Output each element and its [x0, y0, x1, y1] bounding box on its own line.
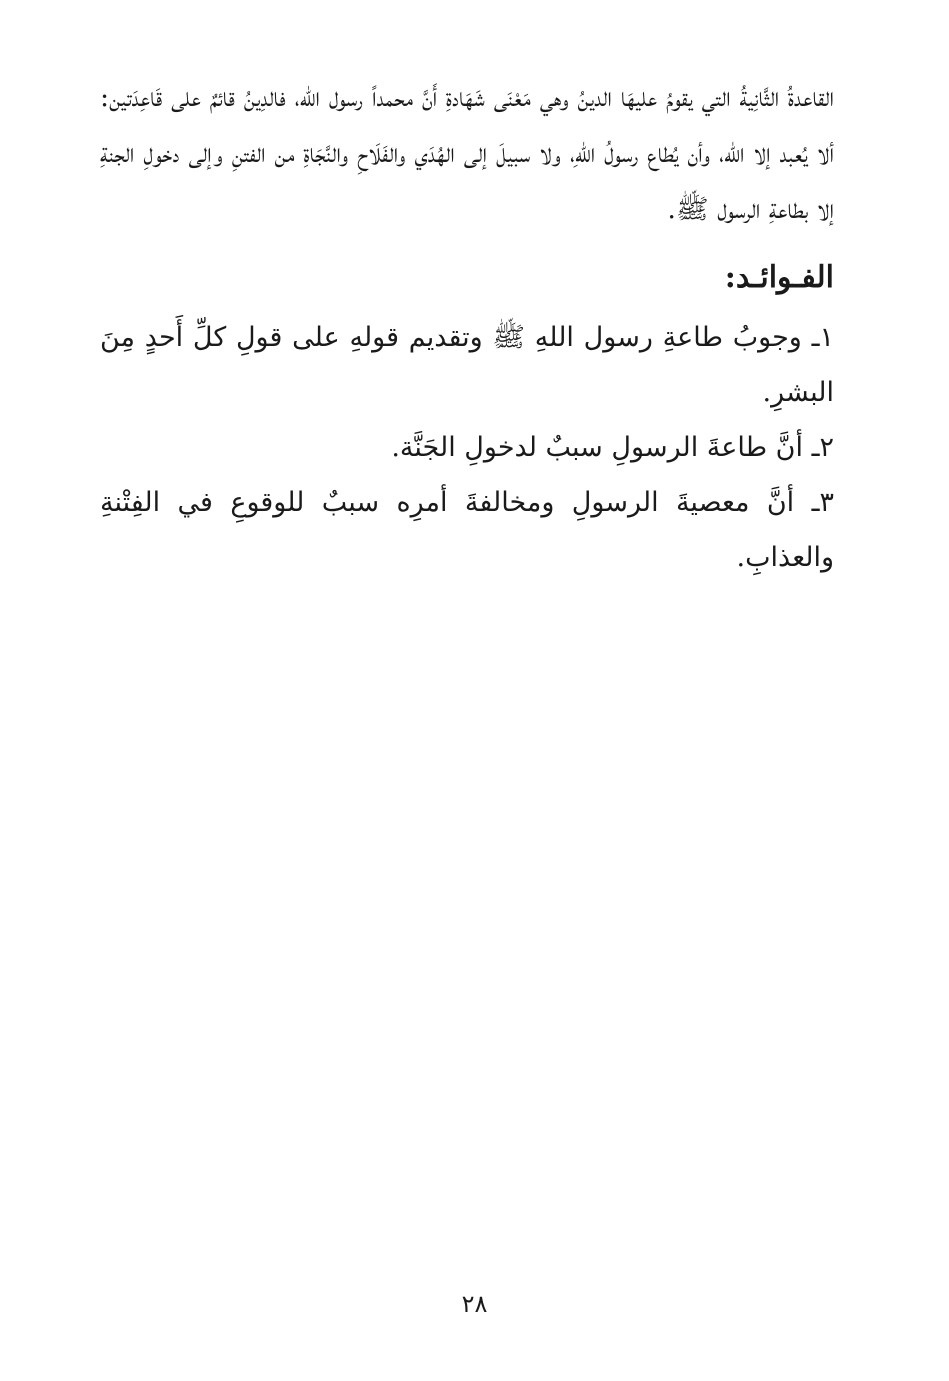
page-body — [100, 70, 834, 585]
benefit-item-3: ٣ـ أنَّ معصيةَ الرسولِ ومخالفةَ أمرِه سببٌ للوقوعِ في الفِتْنةِ والعذابِ. — [100, 487, 834, 573]
section-heading: الفـوائـد: — [724, 260, 834, 295]
benefit-item-1: ١ـ وجوبُ طاعةِ رسول اللهِ ﷺ وتقديم قولهِ على قولِ كلِّ أَحدٍ مِنَ البشرِ. — [100, 322, 834, 408]
main-paragraph: القاعدةُ الثَّانِيةُ التي يقومُ عليهَا الدينُ وهي مَعْنَى شَهَادةِ أَنَّ محمداً رسول الله، فالدِينُ قائمٌ على قَاعِدَتين: ألا يُعبد إلا الله، وأن يُطاع رسولُ اللهِ، ولا سبيلَ إلى الهُدَي والفَلَاحِ والنَّجَاةِ من الفتنِ وإلى دخولِ الجنةِ إلا بطاعةِ الرسول ﷺ. — [100, 82, 834, 225]
page-number: ٢٨ — [461, 1290, 488, 1318]
benefits-list — [100, 310, 834, 585]
benefit-item-2: ٢ـ أنَّ طاعةَ الرسولِ سببٌ لدخولِ الجَنَّة. — [391, 432, 834, 463]
